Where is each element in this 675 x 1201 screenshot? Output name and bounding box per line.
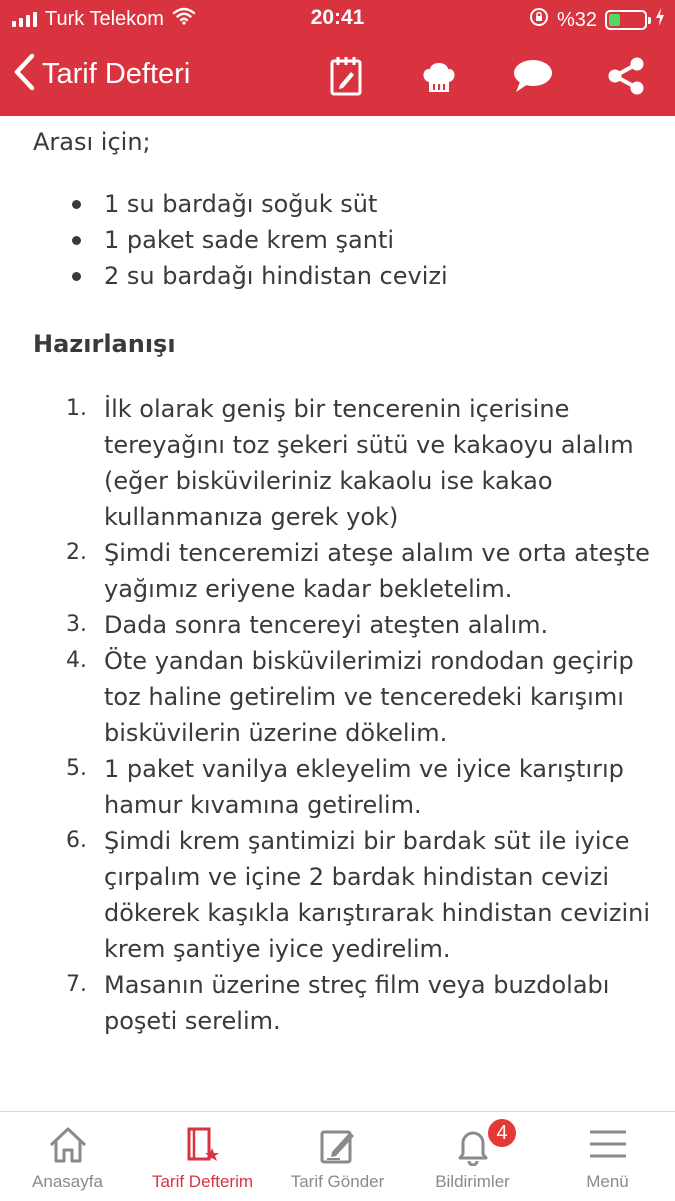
step-item bbox=[0, 643, 675, 751]
step-number: 6. bbox=[66, 828, 87, 853]
menu-icon bbox=[588, 1126, 628, 1166]
tab-recipe-book[interactable] bbox=[135, 1112, 270, 1201]
step-text: Şimdi krem şantimizi bir bardak süt ile iyice çırpalım ve içine 2 bardak hindistan cevizi dökerek kaşıkla karıştırarak hindistan cevizini krem şantiye iyice yedirelim. bbox=[104, 827, 651, 963]
ingredient-list bbox=[0, 186, 675, 294]
send-recipe-icon bbox=[318, 1126, 358, 1166]
battery-percent: %32 bbox=[556, 8, 597, 31]
app-header bbox=[0, 0, 675, 116]
step-item bbox=[0, 967, 675, 1039]
page-title: Tarif Defteri bbox=[42, 57, 191, 90]
bottom-tab-bar bbox=[0, 1111, 675, 1200]
step-text: İlk olarak geniş bir tencerenin içerisine tereyağını toz şekeri sütü ve kakaoyu alalım (eğer bisküvileriniz kakaolu ise kakao kullanmanıza gerek yok) bbox=[104, 395, 634, 531]
step-item bbox=[0, 823, 675, 967]
step-number: 7. bbox=[66, 972, 87, 997]
chef-hat-icon[interactable] bbox=[416, 53, 462, 99]
battery-level bbox=[609, 14, 620, 26]
charging-icon bbox=[655, 8, 665, 32]
tab-label: Tarif Gönder bbox=[290, 1172, 385, 1191]
step-text: Şimdi tenceremizi ateşe alalım ve orta ateşte yağımız eriyene kadar bekletelim. bbox=[104, 539, 650, 603]
nav-bar bbox=[0, 38, 675, 116]
step-text: Masanın üzerine streç film veya buzdolabı poşeti serelim. bbox=[104, 971, 610, 1035]
tab-notifications[interactable] bbox=[405, 1112, 540, 1201]
recipe-book-icon bbox=[183, 1126, 223, 1166]
orientation-lock-icon bbox=[529, 7, 549, 33]
tab-send-recipe[interactable] bbox=[270, 1112, 405, 1201]
tab-label: Anasayfa bbox=[32, 1172, 103, 1191]
chat-bubble-icon[interactable] bbox=[510, 53, 556, 99]
carrier-name: Turk Telekom bbox=[45, 7, 164, 30]
notification-badge: 4 bbox=[486, 1117, 518, 1149]
ingredient-item: 1 paket sade krem şanti bbox=[0, 222, 675, 258]
tab-menu[interactable] bbox=[540, 1112, 675, 1201]
status-time: 20:41 bbox=[310, 6, 365, 29]
step-number: 4. bbox=[66, 648, 87, 673]
step-item bbox=[0, 391, 675, 535]
step-text: 1 paket vanilya ekleyelim ve iyice karıştırıp hamur kıvamına getirelim. bbox=[104, 755, 624, 819]
tab-label: Bildirimler bbox=[435, 1172, 510, 1191]
step-number: 1. bbox=[66, 396, 87, 421]
ingredient-item: 1 su bardağı soğuk süt bbox=[0, 186, 675, 222]
status-right bbox=[529, 7, 665, 33]
step-item bbox=[0, 535, 675, 607]
notepad-icon[interactable] bbox=[323, 53, 369, 99]
preparation-heading: Hazırlanışı bbox=[33, 330, 176, 358]
step-item bbox=[0, 751, 675, 823]
recipe-content[interactable] bbox=[0, 116, 675, 1111]
tab-home[interactable] bbox=[0, 1112, 135, 1201]
step-list bbox=[0, 391, 675, 1039]
step-item bbox=[0, 607, 675, 643]
step-number: 2. bbox=[66, 540, 87, 565]
share-icon[interactable] bbox=[603, 53, 649, 99]
home-icon bbox=[48, 1126, 88, 1166]
status-bar bbox=[0, 0, 675, 38]
back-chevron-icon bbox=[12, 52, 36, 96]
step-text: Dada sonra tencereyi ateşten alalım. bbox=[104, 611, 549, 639]
step-text: Öte yandan bisküvilerimizi rondodan geçirip toz haline getirelim ve tenceredeki karışımı bisküvilerin üzerine dökelim. bbox=[104, 647, 634, 747]
filling-heading: Arası için; bbox=[33, 128, 151, 156]
battery-icon bbox=[605, 10, 647, 30]
tab-label: Tarif Defterim bbox=[151, 1172, 254, 1191]
ingredient-item: 2 su bardağı hindistan cevizi bbox=[0, 258, 675, 294]
step-number: 3. bbox=[66, 612, 87, 637]
tab-label: Menü bbox=[586, 1172, 629, 1191]
step-number: 5. bbox=[66, 756, 87, 781]
back-button[interactable] bbox=[12, 52, 190, 96]
